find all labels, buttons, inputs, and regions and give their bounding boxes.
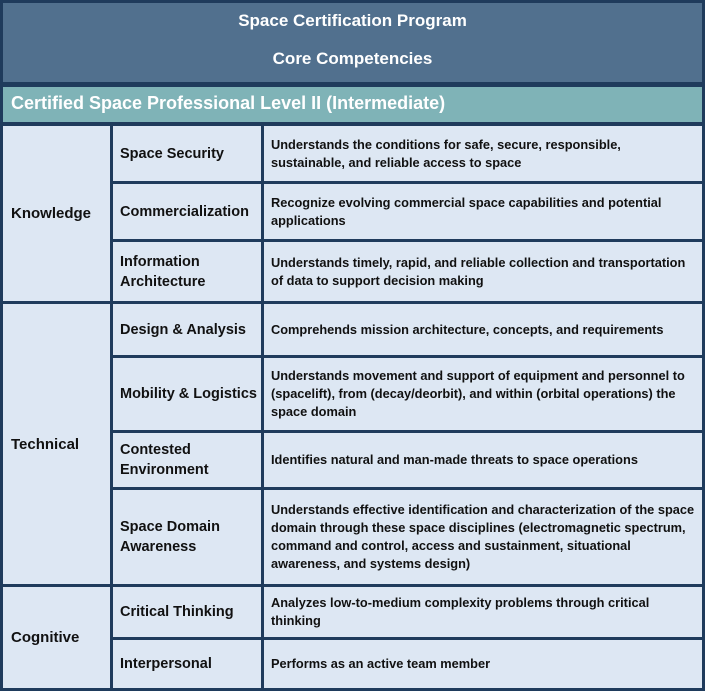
competency-design-analysis: Design & Analysis xyxy=(113,304,261,355)
competency-interpersonal: Interpersonal xyxy=(113,640,261,688)
description-critical-thinking: Analyzes low-to-medium complexity problems through critical thinking xyxy=(264,587,702,637)
program-subtitle: Core Competencies xyxy=(272,49,433,68)
category-cognitive: Cognitive xyxy=(3,587,110,688)
competency-critical-thinking: Critical Thinking xyxy=(113,587,261,637)
description-commercialization: Recognize evolving commercial space capabilities and potential applications xyxy=(264,184,702,239)
program-title: Space Certification Program xyxy=(238,11,467,30)
level-title: Certified Space Professional Level II (Intermediate) xyxy=(11,93,446,113)
competency-contested-environment: Contested Environment xyxy=(113,433,261,487)
table-header xyxy=(3,3,702,82)
description-mobility-logistics: Understands movement and support of equipment and personnel to (spacelift), from (decay/deorbit), and within (orbital operations) the space domain xyxy=(264,358,702,430)
category-knowledge: Knowledge xyxy=(3,126,110,301)
level-banner xyxy=(3,85,702,124)
description-contested-environment: Identifies natural and man-made threats to space operations xyxy=(264,433,702,487)
description-space-security: Understands the conditions for safe, secure, responsible, sustainable, and reliable access to space xyxy=(264,126,702,181)
competency-space-domain-awareness: Space Domain Awareness xyxy=(113,490,261,584)
description-interpersonal: Performs as an active team member xyxy=(264,640,702,688)
description-information-architecture: Understands timely, rapid, and reliable collection and transportation of data to support decision making xyxy=(264,242,702,301)
competency-space-security: Space Security xyxy=(113,126,261,181)
category-technical: Technical xyxy=(3,304,110,584)
description-design-analysis: Comprehends mission architecture, concepts, and requirements xyxy=(264,304,702,355)
competency-commercialization: Commercialization xyxy=(113,184,261,239)
competency-mobility-logistics: Mobility & Logistics xyxy=(113,358,261,430)
competency-information-architecture: Information Architecture xyxy=(113,242,261,301)
description-space-domain-awareness: Understands effective identification and characterization of the space domain through these space disciplines (electromagnetic spectrum, command and control, access and sustainment, situational awareness, and systems design) xyxy=(264,490,702,584)
